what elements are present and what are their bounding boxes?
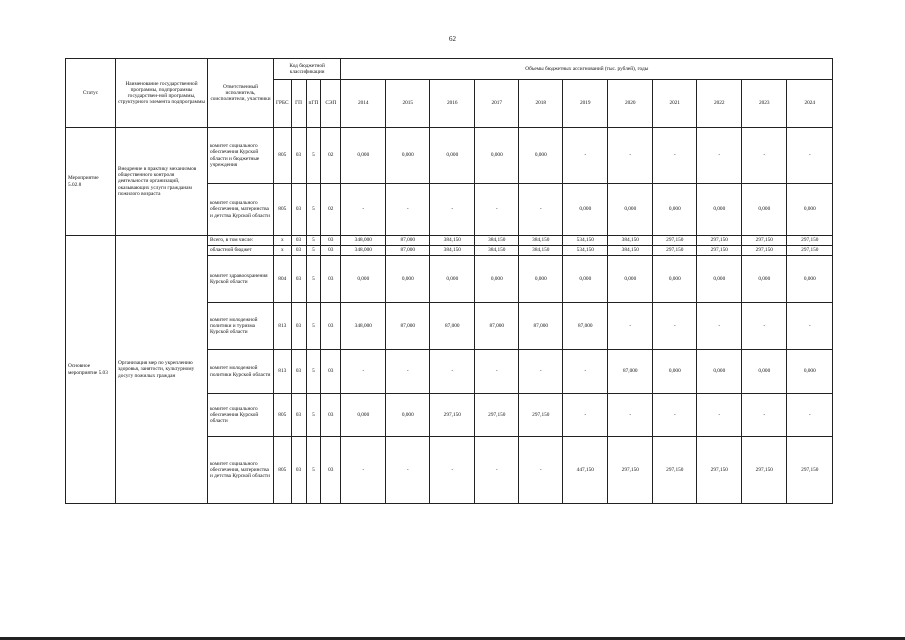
row-code-pgp: 5 [306,350,321,394]
row-code-sep: 03 [321,246,341,256]
row-value: - [563,350,608,394]
row-code-sep: 03 [321,303,341,350]
row-code-pgp: 5 [306,303,321,350]
header-name: Наименование государственной программы, подпрограммы государствен-ной программы, структурного элемента подпрограммы [116,59,208,128]
row-code-grbs: 805 [274,128,292,184]
header-year: 2016 [430,80,475,128]
row-value: 384,150 [608,246,653,256]
row-code-sep: 02 [321,184,341,236]
row-program-name: Организация мер по укреплению здоровья, занятости, культурному досугу пожилых граждан [116,236,208,504]
header-year: 2021 [653,80,697,128]
row-status: Основное мероприятие 5.03 [66,236,116,504]
row-value: 0,000 [341,394,386,437]
header-year: 2018 [519,80,563,128]
row-code-pgp: 5 [306,246,321,256]
row-code-pgp: 5 [306,256,321,303]
row-value: 297,150 [519,394,563,437]
row-value: 0,000 [386,128,430,184]
row-value: 297,150 [653,437,697,504]
row-responsible: комитет социального обеспечения, материнства и детства Курской области [208,184,274,236]
row-value: - [697,303,742,350]
row-code-gp: 03 [291,303,306,350]
row-value: - [341,184,386,236]
row-code-sep: 03 [321,394,341,437]
row-code-pgp: 5 [306,437,321,504]
row-code-gp: 03 [291,246,306,256]
row-value: 0,000 [787,256,833,303]
row-value: 384,150 [430,246,475,256]
row-value: - [341,437,386,504]
row-value: 0,000 [341,128,386,184]
row-value: 384,150 [519,236,563,246]
header-volumes: Объемы бюджетных ассигнований (тыс. рублей), годы [341,59,833,80]
row-value: 384,150 [519,246,563,256]
row-value: 0,000 [697,184,742,236]
row-value: 0,000 [563,184,608,236]
row-value: - [563,394,608,437]
row-value: 297,150 [697,246,742,256]
row-value: 0,000 [787,350,833,394]
row-value: - [608,128,653,184]
row-value: 0,000 [742,184,787,236]
row-code-gp: 03 [291,437,306,504]
row-value: 297,150 [742,236,787,246]
header-budget-code: Код бюджетной классификации [274,59,341,80]
row-value: - [386,350,430,394]
row-value: 0,000 [430,256,475,303]
row-code-sep: 03 [321,256,341,303]
row-value: 297,150 [742,437,787,504]
row-code-sep: 03 [321,437,341,504]
header-grbs: ГРБС [274,80,292,128]
row-code-gp: 03 [291,236,306,246]
row-value: - [697,128,742,184]
row-value: 0,000 [742,256,787,303]
row-responsible: комитет молодежной политики и туризма Курской области [208,303,274,350]
row-value: - [742,394,787,437]
table-row [66,236,833,246]
row-value: 87,000 [475,303,519,350]
budget-table [65,58,833,504]
row-value: 0,000 [386,256,430,303]
row-value: - [386,184,430,236]
row-value: 384,150 [430,236,475,246]
row-value: - [519,437,563,504]
row-value: - [787,303,833,350]
row-value: 297,150 [608,437,653,504]
row-responsible: комитет социального обеспечения, материнства и детства Курской области [208,437,274,504]
row-value: 0,000 [430,128,475,184]
row-value: 0,000 [563,256,608,303]
row-value: - [430,350,475,394]
row-value: 0,000 [475,128,519,184]
row-code-grbs: х [274,246,292,256]
row-value: 384,150 [475,246,519,256]
row-value: 0,000 [608,184,653,236]
row-responsible: комитет социального обеспечения Курской области и бюджетные учреждения [208,128,274,184]
row-value: 0,000 [608,256,653,303]
row-value: 384,150 [475,236,519,246]
row-value: - [519,350,563,394]
row-program-name: Внедрение в практику механизмов общественного контроля деятельности организаций, оказывающих услуги гражданам пожилого возраста [116,128,208,236]
row-value: - [653,303,697,350]
row-value: - [608,394,653,437]
row-code-gp: 03 [291,394,306,437]
header-year: 2024 [787,80,833,128]
row-responsible: Всего, в том числе: [208,236,274,246]
row-value: 87,000 [386,236,430,246]
row-code-grbs: 805 [274,437,292,504]
row-value: 0,000 [653,256,697,303]
row-value: 384,150 [608,236,653,246]
row-value: 0,000 [386,394,430,437]
row-status: Мероприятие 5.02.8 [66,128,116,236]
row-value: - [430,184,475,236]
row-code-grbs: 813 [274,350,292,394]
row-code-grbs: 805 [274,184,292,236]
header-gp: ГП [291,80,306,128]
row-responsible: областной бюджет [208,246,274,256]
row-value: 0,000 [742,350,787,394]
header-year: 2019 [563,80,608,128]
row-code-sep: 03 [321,236,341,246]
row-code-pgp: 5 [306,394,321,437]
row-code-grbs: 805 [274,394,292,437]
row-value: - [386,437,430,504]
row-value: - [787,128,833,184]
header-status: Статус [66,59,116,128]
page-number: 62 [449,35,456,43]
row-value: 447,150 [563,437,608,504]
row-value: - [742,303,787,350]
header-responsible: Ответственный исполнитель, соисполнители, участники [208,59,274,128]
row-value: - [787,394,833,437]
row-value: - [742,128,787,184]
row-code-grbs: 813 [274,303,292,350]
row-value: 297,150 [653,246,697,256]
header-year: 2014 [341,80,386,128]
row-code-grbs: х [274,236,292,246]
row-value: 0,000 [475,256,519,303]
row-value: - [475,184,519,236]
row-value: 297,150 [697,236,742,246]
row-value: - [430,437,475,504]
row-value: 297,150 [787,246,833,256]
header-year: 2015 [386,80,430,128]
header-year: 2023 [742,80,787,128]
row-value: - [653,394,697,437]
row-responsible: комитет социального обеспечения Курской области [208,394,274,437]
row-value: - [519,184,563,236]
header-year: 2022 [697,80,742,128]
row-code-pgp: 5 [306,184,321,236]
row-value: - [475,437,519,504]
row-value: 0,000 [787,184,833,236]
row-value: 297,150 [697,437,742,504]
header-pgp: пГП [306,80,321,128]
row-code-sep: 03 [321,350,341,394]
row-code-gp: 03 [291,256,306,303]
row-value: 0,000 [697,350,742,394]
header-year: 2017 [475,80,519,128]
row-value: 297,150 [787,437,833,504]
row-value: 348,000 [341,303,386,350]
row-value: 534,150 [563,246,608,256]
row-value: 87,000 [519,303,563,350]
row-value: 348,000 [341,246,386,256]
row-value: - [653,128,697,184]
row-code-pgp: 5 [306,128,321,184]
row-responsible: комитет молодежной политики Курской области [208,350,274,394]
row-code-pgp: 5 [306,236,321,246]
row-value: 297,150 [742,246,787,256]
row-value: 297,150 [430,394,475,437]
header-year: 2020 [608,80,653,128]
row-value: 87,000 [386,246,430,256]
row-value: - [563,128,608,184]
row-value: 534,150 [563,236,608,246]
row-code-grbs: 804 [274,256,292,303]
row-value: 297,150 [475,394,519,437]
row-value: 0,000 [653,350,697,394]
row-code-gp: 03 [291,184,306,236]
row-value: 348,000 [341,236,386,246]
row-value: - [341,350,386,394]
row-value: 0,000 [341,256,386,303]
row-value: 87,000 [386,303,430,350]
row-value: 0,000 [653,184,697,236]
table-row [66,128,833,184]
row-code-sep: 02 [321,128,341,184]
row-value: 87,000 [563,303,608,350]
row-value: 297,150 [787,236,833,246]
row-value: 297,150 [653,236,697,246]
row-value: - [608,303,653,350]
row-code-gp: 03 [291,128,306,184]
row-value: 87,000 [430,303,475,350]
row-value: 0,000 [519,128,563,184]
row-value: - [475,350,519,394]
row-value: 0,000 [697,256,742,303]
row-value: 87,000 [608,350,653,394]
row-value: 0,000 [519,256,563,303]
row-code-gp: 03 [291,350,306,394]
row-value: - [697,394,742,437]
row-responsible: комитет здравоохранения Курской области [208,256,274,303]
header-sep: СЭП [321,80,341,128]
